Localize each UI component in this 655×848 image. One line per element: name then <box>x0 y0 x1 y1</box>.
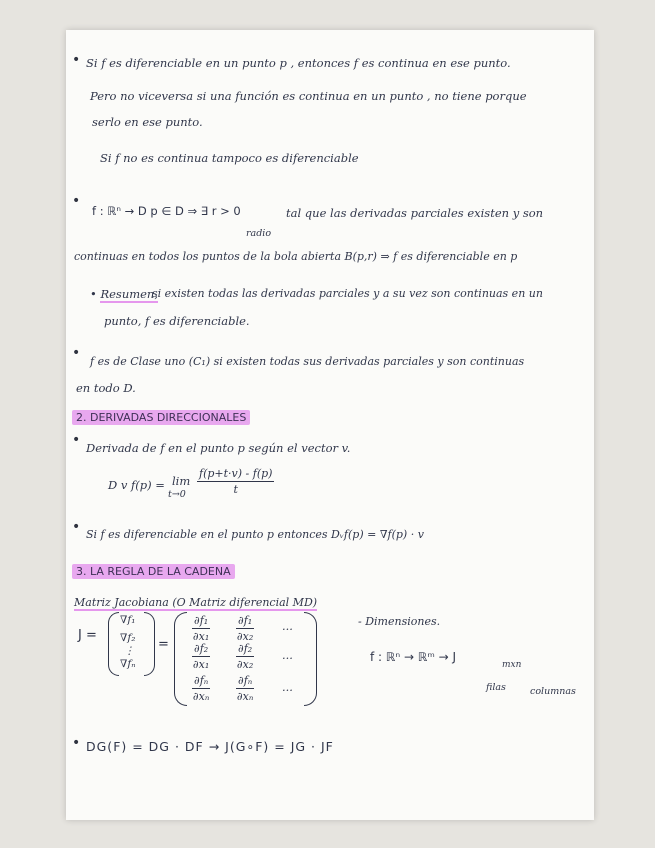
partial-fraction: $\frac{\text{∂f₂}}{\text{∂x₂}}$ <box>236 642 254 671</box>
text-line: en todo D. <box>76 381 136 395</box>
text-line: tal que las derivadas parciales existen y son <box>286 206 544 220</box>
partial-fraction: $\frac{\text{∂f₁}}{\text{∂x₁}}$ <box>192 614 210 643</box>
text-line: serlo en ese punto. <box>92 115 203 129</box>
formula: D v f(p) = <box>108 478 165 492</box>
formula: f : ℝⁿ → D p ∈ D ⇒ ∃ r > 0 <box>92 204 241 218</box>
matrix-entry: ∇f₂ <box>120 632 136 644</box>
partial-fraction: $\frac{\text{∂fₙ}}{\text{∂xₙ}}$ <box>236 674 254 703</box>
fraction-numerator: f(p+t·v) - f(p) <box>199 467 273 480</box>
rows-annotation: filas <box>486 682 506 693</box>
bullet: • <box>72 193 81 209</box>
partial-fraction: $\frac{\text{∂f₁}}{\text{∂x₂}}$ <box>236 614 254 643</box>
section-heading: 3. LA REGLA DE LA CADENA <box>72 564 235 579</box>
limit-fraction <box>197 467 274 496</box>
jacobian-symbol: J = <box>78 628 97 643</box>
chain-rule-formula: DG(F) = DG · DF → J(G∘F) = JG · JF <box>86 739 334 754</box>
text-line: Si f es diferenciable en el punto p entonces Dᵥf(p) = ∇f(p) · v <box>86 528 424 541</box>
section-heading: 2. DERIVADAS DIRECCIONALES <box>72 410 250 425</box>
right-paren <box>144 612 155 676</box>
dimensions-map: f : ℝⁿ → ℝᵐ → J <box>370 650 457 664</box>
dimensions-label: - Dimensiones. <box>358 615 441 628</box>
text-line: f es de Clase uno (C₁) si existen todas sus derivadas parciales y son continuas <box>90 355 525 368</box>
left-paren <box>174 612 187 706</box>
partial-fraction: $\frac{\text{∂f₂}}{\text{∂x₁}}$ <box>192 642 210 671</box>
annotation: radio <box>246 228 272 239</box>
columns-annotation: columnas <box>530 686 576 697</box>
matrix-entry: ∇f₁ <box>120 614 136 626</box>
bullet: • <box>72 519 81 535</box>
bullet: • <box>72 345 81 361</box>
text-line: punto, f es diferenciable. <box>104 314 250 328</box>
subsection-title <box>74 596 317 609</box>
fraction-denominator: t <box>233 483 238 496</box>
text-line: Derivada de f en el punto p según el vector v. <box>86 441 351 455</box>
text-line: continuas en todos los puntos de la bola abierta B(p,r) ⇒ f es diferenciable en p <box>74 250 518 263</box>
bullet: • <box>72 432 81 448</box>
left-paren <box>108 612 119 676</box>
matrix-entry: ∇fₙ <box>120 658 136 670</box>
text-line: si existen todas las derivadas parciales y a su vez son continuas en un <box>152 287 543 300</box>
resumen-label: Resumen, <box>100 287 158 301</box>
limit-subscript: t→0 <box>168 489 186 500</box>
text-line: Si f no es continua tampoco es diferenciable <box>100 151 359 165</box>
notebook-page <box>66 30 594 820</box>
partial-fraction: $\frac{\text{∂fₙ}}{\text{∂xₙ}}$ <box>192 674 210 703</box>
text-line: Si f es diferenciable en un punto p , entonces f es continua en ese punto. <box>86 56 511 70</box>
ellipsis: ··· <box>282 651 293 665</box>
dimensions-subscript: mxn <box>502 660 522 670</box>
bullet: • <box>72 52 81 68</box>
equals-sign: = <box>158 637 169 652</box>
matrix-entry: ⋮ <box>124 645 135 657</box>
text-line: • Resumen, <box>90 287 158 301</box>
ellipsis: ··· <box>282 683 293 697</box>
ellipsis: ··· <box>282 622 293 636</box>
limit-symbol: lim <box>172 474 191 488</box>
jacobian-title: Matriz Jacobiana (O Matriz diferencial MD) <box>74 596 318 609</box>
right-paren <box>304 612 317 706</box>
bullet: • <box>72 735 81 751</box>
text-line: Pero no viceversa si una función es continua en un punto , no tiene porque <box>90 89 527 103</box>
